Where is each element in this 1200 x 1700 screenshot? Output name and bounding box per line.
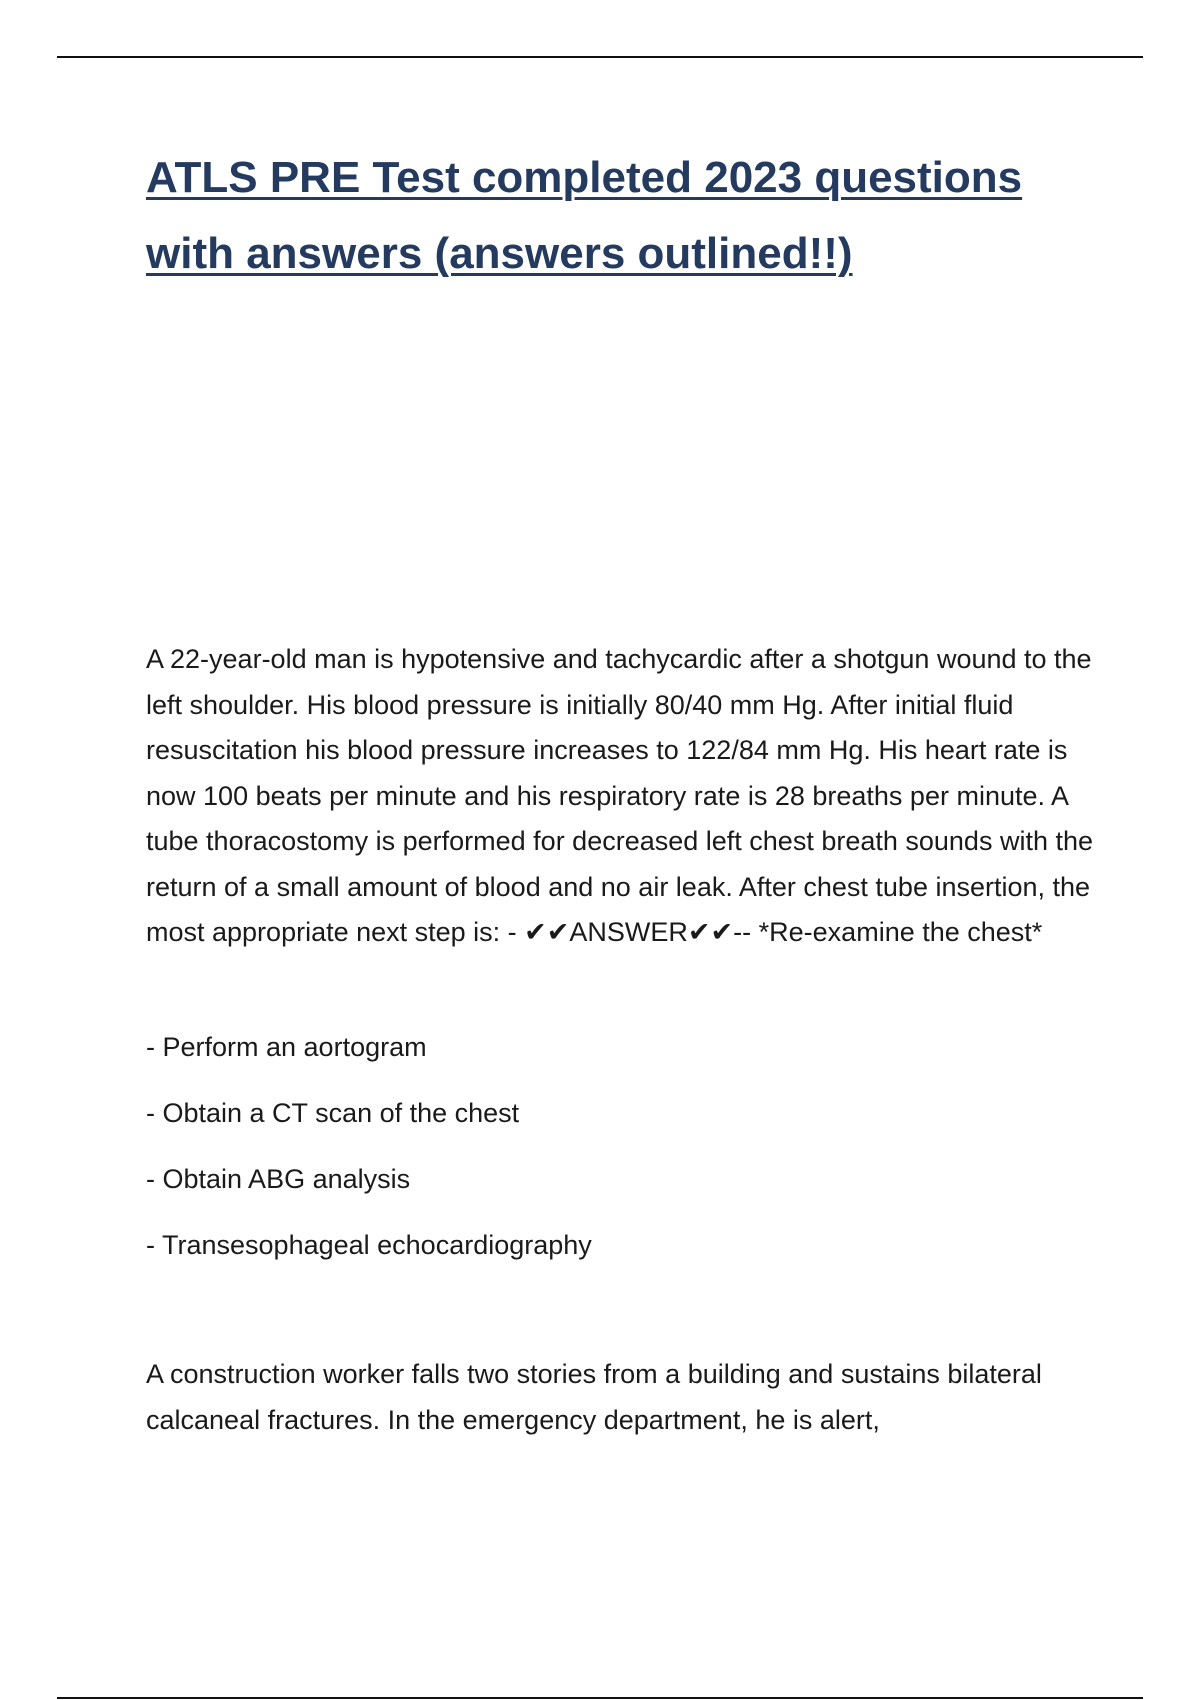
option-item: - Obtain a CT scan of the chest [146, 1098, 520, 1128]
question-1-stem: A 22-year-old man is hypotensive and tachycardic after a shotgun wound to the left shoulder. His blood pressure is initially 80/40 mm Hg. After initial fluid resuscitation his blood pressure increases to 122/84 mm Hg. His heart rate is now 100 beats per minute and his respiratory rate is 28 breaths per minute. A tube thoracostomy is performed for decreased left chest breath sounds with the return of a small amount of blood and no air leak. After chest tube insertion, the most appropriate next step is: - ✔✔ANSWER✔✔-- *Re-examine the chest* [146, 644, 1094, 947]
question-1-options [146, 1025, 592, 1289]
option-item: - Transesophageal echocardiography [146, 1230, 592, 1260]
document-title: ATLS PRE Test completed 2023 questions with answers (answers outlined!!) [146, 153, 1023, 278]
question-2-stem: A construction worker falls two stories from a building and sustains bilateral calcaneal fractures. In the emergency department, he is alert, [146, 1359, 1042, 1435]
option-item: - Obtain ABG analysis [146, 1164, 411, 1194]
page-bottom-rule [57, 1697, 1143, 1699]
option-item: - Perform an aortogram [146, 1032, 427, 1062]
page-top-rule [57, 56, 1143, 58]
